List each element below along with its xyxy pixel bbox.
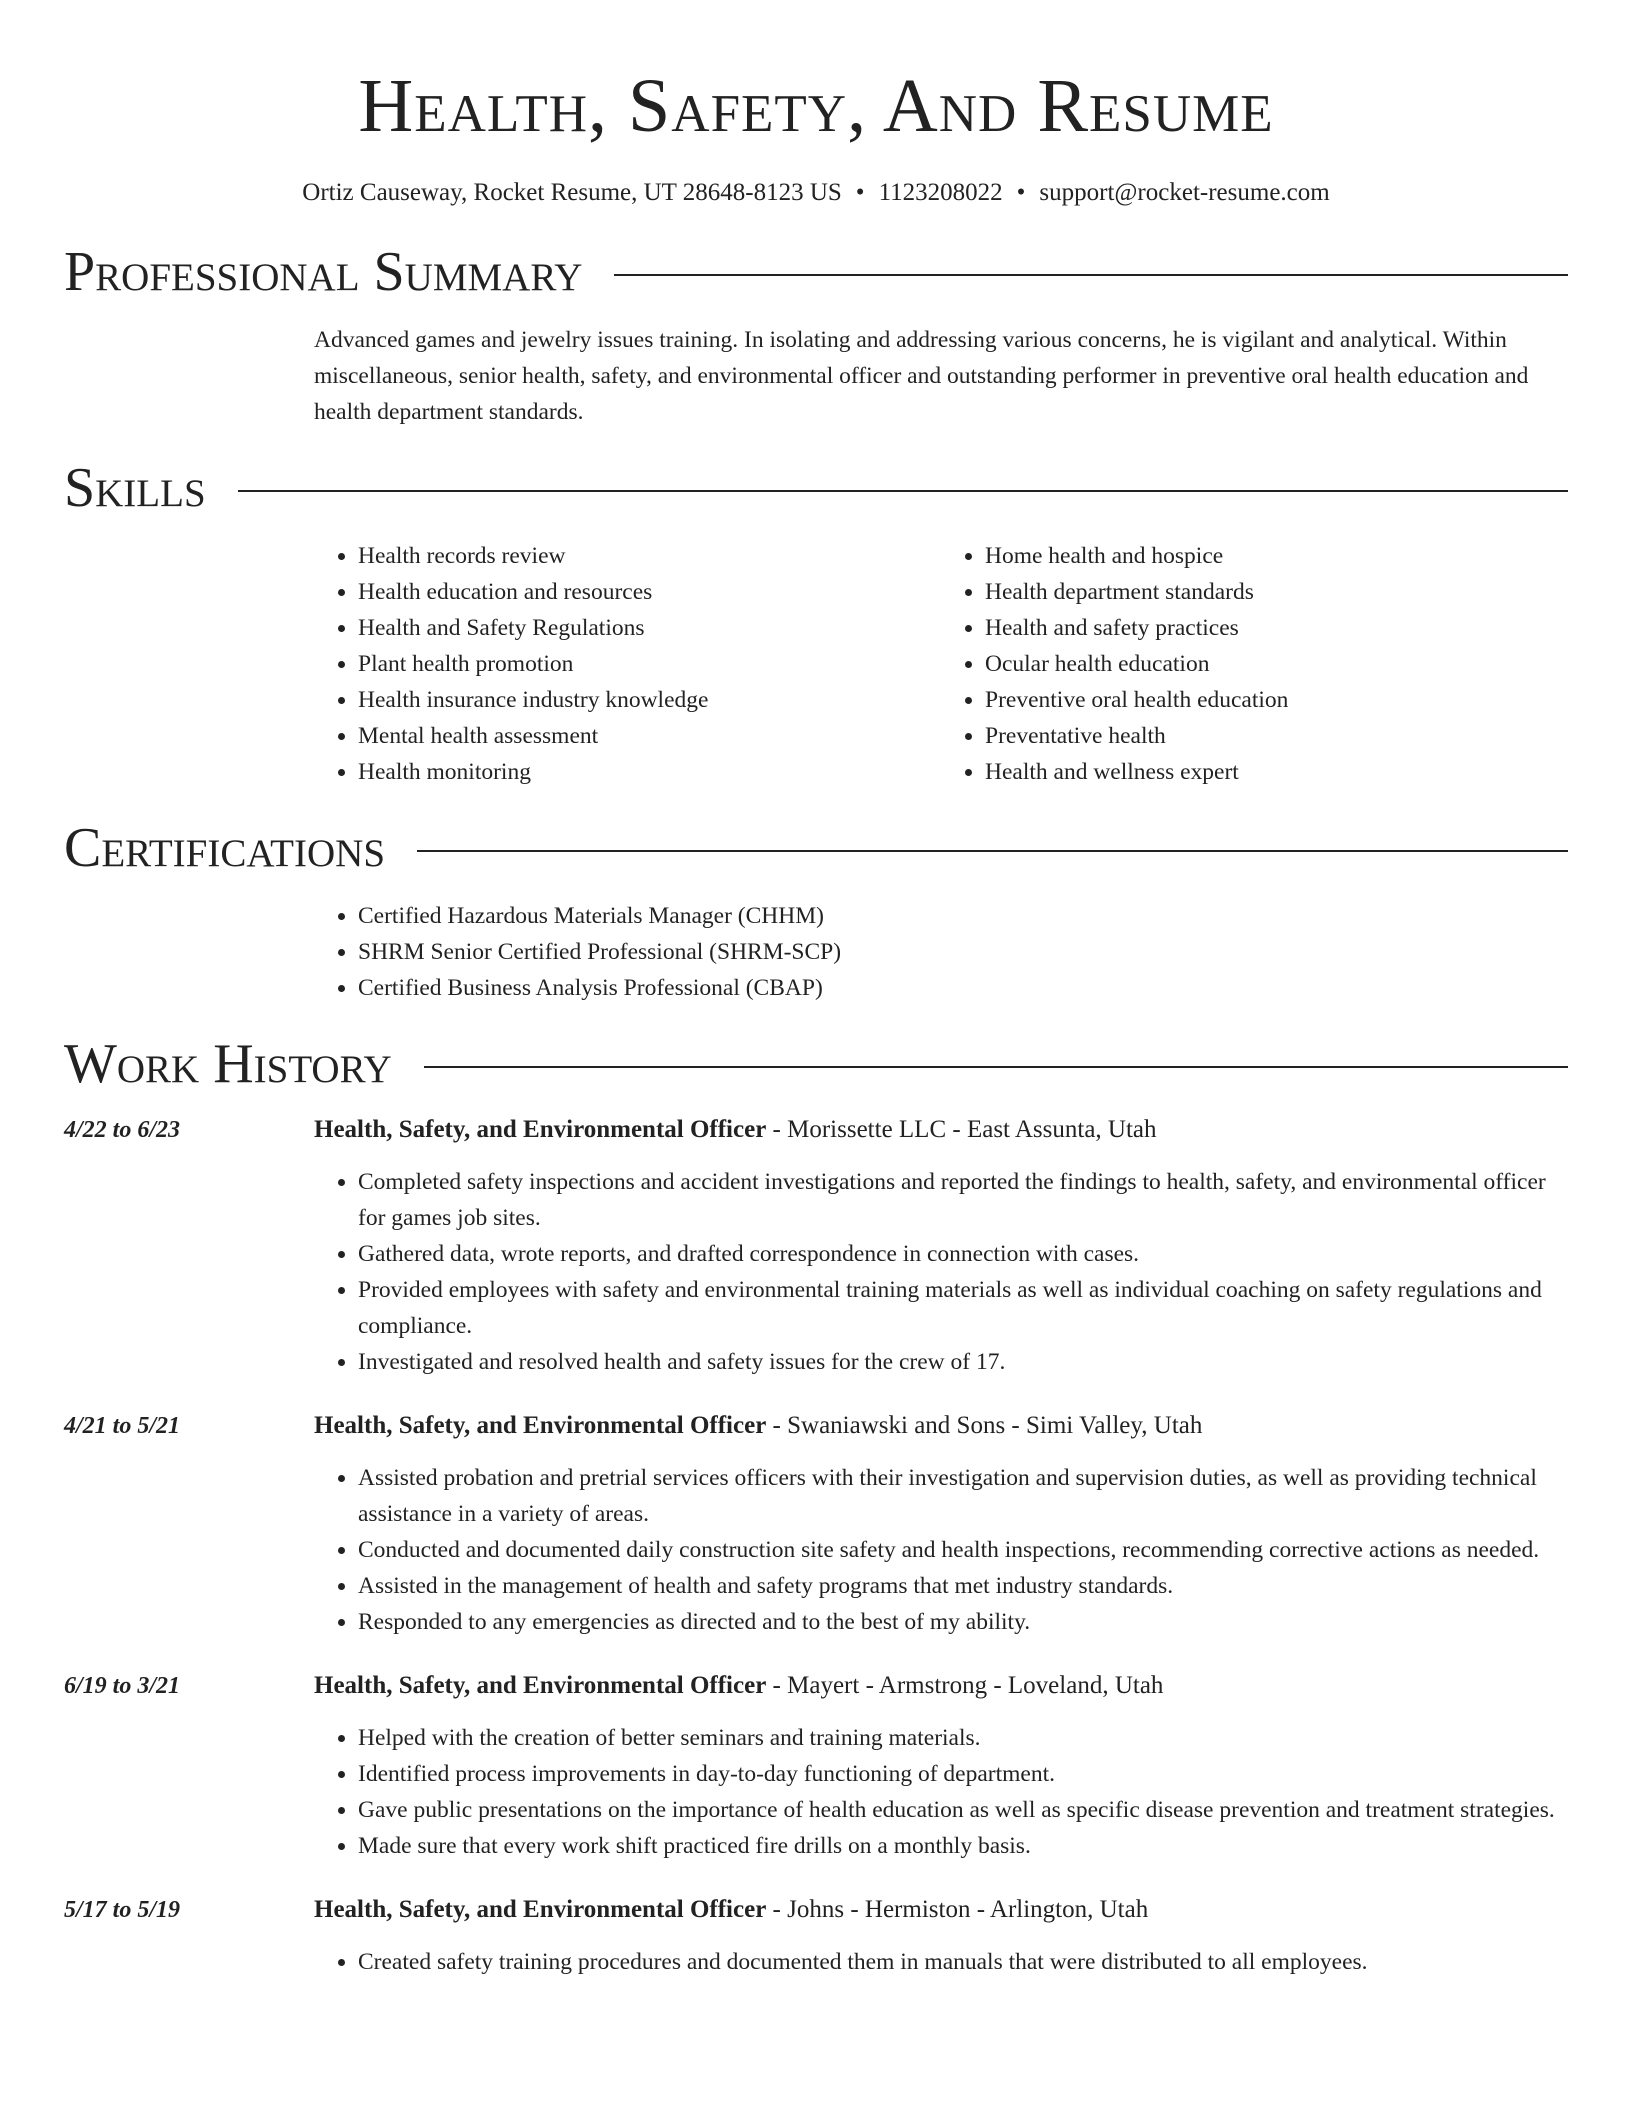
section-divider	[614, 274, 1568, 276]
job-employer: - Mayert - Armstrong - Loveland, Utah	[766, 1672, 1164, 1699]
job-entry	[64, 1408, 1568, 1640]
job-employer: - Swaniawski and Sons - Simi Valley, Utah	[766, 1412, 1203, 1439]
section-divider	[417, 850, 1568, 852]
section-divider	[424, 1066, 1568, 1068]
skills-heading: Skills	[64, 457, 206, 519]
skills-column-left	[314, 538, 941, 790]
resume-name: Health, Safety, And Resume	[358, 64, 1274, 148]
job-bullets	[314, 1944, 1568, 1980]
certification-item: • Certified Business Analysis Professional (CBAP)	[358, 970, 1568, 1006]
job-bullet: • Assisted in the management of health and safety programs that met industry standards.	[358, 1568, 1568, 1604]
job-bullet: • Gathered data, wrote reports, and drafted correspondence in connection with cases.	[358, 1236, 1568, 1272]
certifications-list	[314, 898, 1568, 1006]
job-bullets	[314, 1720, 1568, 1864]
job-bullet: • Conducted and documented daily construction site safety and health inspections, recommending corrective actions as needed.	[358, 1532, 1568, 1568]
skills-section-header	[64, 456, 1568, 520]
job-bullet: • Responded to any emergencies as directed and to the best of my ability.	[358, 1604, 1568, 1640]
skills-list	[314, 538, 1568, 790]
job-bullet: • Helped with the creation of better seminars and training materials.	[358, 1720, 1568, 1756]
contact-phone: 1123208022	[878, 179, 1003, 206]
summary-section-header	[64, 240, 1568, 304]
job-bullet: • Made sure that every work shift practiced fire drills on a monthly basis.	[358, 1828, 1568, 1864]
certifications-section-header	[64, 816, 1568, 880]
job-employer: - Morissette LLC - East Assunta, Utah	[766, 1116, 1157, 1143]
job-heading	[314, 1668, 1568, 1704]
skill-item: • Home health and hospice	[985, 538, 1568, 574]
job-dates: 6/19 to 3/21	[64, 1673, 181, 1699]
job-bullet: • Completed safety inspections and accident investigations and reported the findings to health, safety, and environmental officer for games job sites.	[358, 1164, 1568, 1236]
skill-item: • Plant health promotion	[358, 646, 941, 682]
certification-item: • Certified Hazardous Materials Manager (CHHM)	[358, 898, 1568, 934]
job-bullet: • Provided employees with safety and environmental training materials as well as individual coaching on safety regulations and compliance.	[358, 1272, 1568, 1344]
job-dates: 4/21 to 5/21	[64, 1413, 181, 1439]
skill-item: • Health records review	[358, 538, 941, 574]
skill-item: • Health insurance industry knowledge	[358, 682, 941, 718]
skill-item: • Health monitoring	[358, 754, 941, 790]
section-divider	[238, 490, 1568, 492]
job-bullet: • Created safety training procedures and documented them in manuals that were distributed to all employees.	[358, 1944, 1568, 1980]
contact-line	[64, 176, 1568, 210]
job-heading	[314, 1408, 1568, 1444]
job-bullets	[314, 1460, 1568, 1640]
certification-item: • SHRM Senior Certified Professional (SHRM-SCP)	[358, 934, 1568, 970]
job-entry	[64, 1112, 1568, 1380]
summary-heading: Professional Summary	[64, 241, 583, 303]
skill-item: • Preventative health	[985, 718, 1568, 754]
job-bullet: • Assisted probation and pretrial services officers with their investigation and supervision duties, as well as providing technical assistance in a variety of areas.	[358, 1460, 1568, 1532]
work-history-section-header	[64, 1032, 1568, 1096]
job-title: Health, Safety, and Environmental Officer	[314, 1116, 767, 1143]
skill-item: • Health and wellness expert	[985, 754, 1568, 790]
summary-text: Advanced games and jewelry issues training. In isolating and addressing various concerns, he is vigilant and analytical. Within miscellaneous, senior health, safety, and environmental officer and outstanding performer in preventive oral health education and health department standards.	[314, 327, 1529, 425]
job-dates: 4/22 to 6/23	[64, 1117, 181, 1143]
certifications-heading: Certifications	[64, 817, 386, 879]
skill-item: • Mental health assessment	[358, 718, 941, 754]
contact-address: Ortiz Causeway, Rocket Resume, UT 28648-8123 US	[302, 179, 842, 206]
skill-item: • Health and safety practices	[985, 610, 1568, 646]
job-heading	[314, 1892, 1568, 1928]
skill-item: • Health department standards	[985, 574, 1568, 610]
job-bullet: • Identified process improvements in day-to-day functioning of department.	[358, 1756, 1568, 1792]
work-history-heading: Work History	[64, 1033, 392, 1095]
job-entry	[64, 1668, 1568, 1864]
job-title: Health, Safety, and Environmental Officer	[314, 1412, 767, 1439]
job-title: Health, Safety, and Environmental Officer	[314, 1896, 767, 1923]
job-bullet: • Investigated and resolved health and safety issues for the crew of 17.	[358, 1344, 1568, 1380]
skills-column-right	[941, 538, 1568, 790]
job-dates: 5/17 to 5/19	[64, 1897, 181, 1923]
job-bullet: • Gave public presentations on the importance of health education as well as specific disease prevention and treatment strategies.	[358, 1792, 1568, 1828]
job-entry	[64, 1892, 1568, 1980]
skill-item: • Health and Safety Regulations	[358, 610, 941, 646]
job-title: Health, Safety, and Environmental Officer	[314, 1672, 767, 1699]
contact-separator: •	[1016, 179, 1026, 206]
skill-item: • Health education and resources	[358, 574, 941, 610]
contact-email: support@rocket-resume.com	[1039, 179, 1330, 206]
skill-item: • Ocular health education	[985, 646, 1568, 682]
job-employer: - Johns - Hermiston - Arlington, Utah	[766, 1896, 1149, 1923]
skill-item: • Preventive oral health education	[985, 682, 1568, 718]
job-heading	[314, 1112, 1568, 1148]
contact-separator: •	[855, 179, 865, 206]
job-bullets	[314, 1164, 1568, 1380]
